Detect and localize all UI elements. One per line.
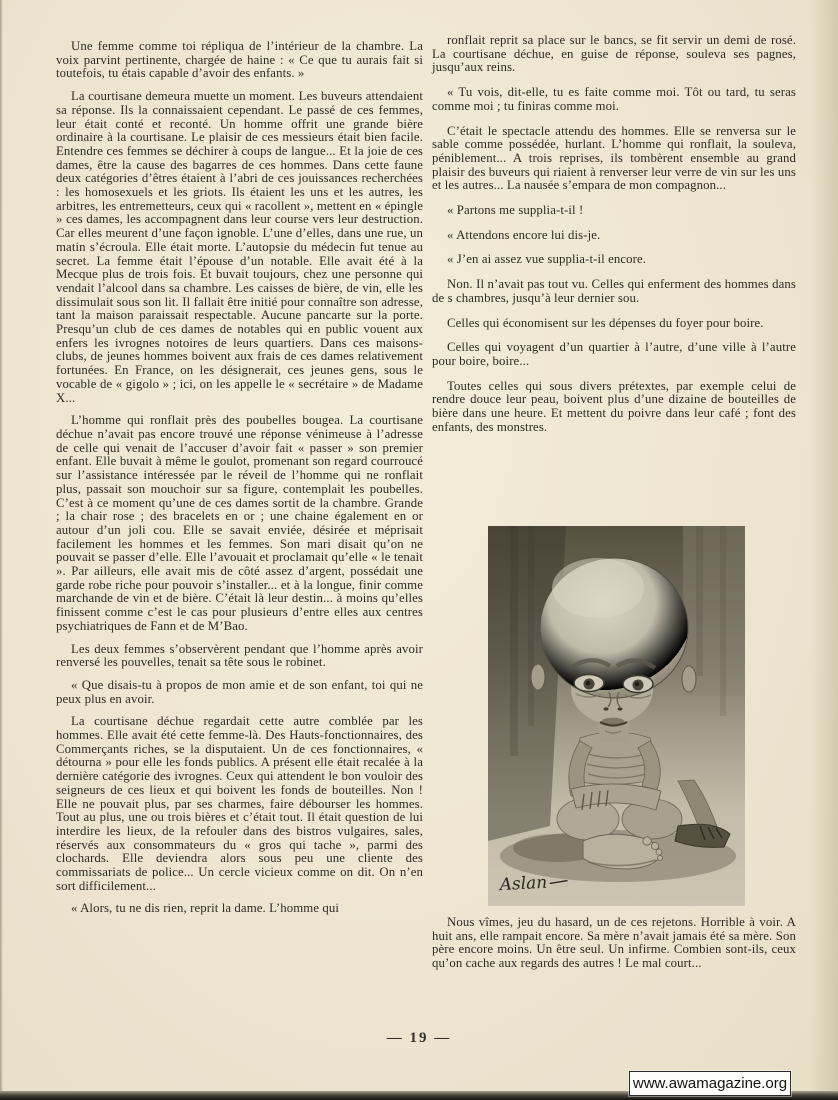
child-drawing bbox=[488, 526, 745, 906]
body-paragraph: Les deux femmes s’observèrent pendant que l’homme après avoir renversé les pouvelles, tenait sa tête sous le robinet. bbox=[56, 641, 423, 670]
body-paragraph: « Alors, tu ne dis rien, reprit la dame. L’homme qui bbox=[71, 901, 340, 916]
body-paragraph: La courtisane déchue regardait cette autre comblée par les hommes. Elle avait été cette femme-là. Des Hauts-fonctionnaires, des Commerçants riches, se la disputaient. Un de ces fonctionnaires, « détourna » pour elle les fonds publics. A présent elle était recalée à la dernière catégorie des ivrognes. Ceux qui attendent le bon vouloir des seigneurs de ces lieux et qui boivent les fonds de bouteilles. Non ! Elle ne pouvait plus, par ses charmes, faire débourser les hommes. Tout au plus, une ou trois bières et c’était tout. Il était question de lui interdire les lieux, de la refouler dans des bistros vulgaires, sales, réservés aux consommateurs du « gros qui tache », parmi des clochards. Elle deviendra alors sous peu une cliente des commissariats de police... Un cercle vicieux comme on dit. On n’en sort difficilement... bbox=[56, 714, 423, 893]
right-column-bottom bbox=[432, 916, 796, 971]
page-number: — 19 — bbox=[386, 1030, 452, 1046]
body-paragraph: C’était le spectacle attendu des hommes. Elle se renversa sur le sable comme possédée, hurlant. L’homme qui ronflait, la souleva, péniblement... A trois reprises, ils tombèrent ensemble au grand plaisir des buveurs qui riaient à renverser leur verre de vin sur les uns et les autres... La nausée s’empara de mon compagnon... bbox=[432, 123, 796, 193]
child-drawing-illustration bbox=[488, 526, 745, 906]
body-paragraph: « Partons me supplia-t-il ! bbox=[447, 203, 584, 218]
body-paragraph: Nous vîmes, jeu du hasard, un de ces rejetons. Horrible à voir. A huit ans, elle rampait encore. Sa mère n’avait jamais été sa mère. Son père encore moins. Un être seul. Un infirme. Combien sont-ils, ceux qu’on cache aux regards des autres ! Le mal court... bbox=[432, 915, 796, 971]
body-paragraph: L’homme qui ronflait près des poubelles bougea. La courtisane déchue n’avait pas encore trouvé une réponse vénimeuse à l’adresse de celle qui venait de l’accuser d’avoir fait « passer » son premier enfant. Elle buvait à même le goulot, promenant son regard courroucé sur l’assistance intéressée par le réveil de l’homme qui ne ronflait plus, passait son mouchoir sur sa figure, contemplait les poubelles. C’est à ce moment qu’une de ces dames sortit de la chambre. Grande ; la chair rose ; des bracelets en or ; une chaine également en or autour d’un joli cou. Elle se savait enviée, désirée et méprisait facilement les hommes et les femmes. Son mari disait qu’on ne pouvait se passer d’elle. Elle l’avouait et proclamait qu’elle « le tenait ». Par ailleurs, elle avait mis de côté assez d’argent, possédait une garde robe riche pour pouvoir s’installer... et à la longue, finir comme marchande de vin et de bière. C’était là leur destin... à moins qu’elles finissent comme c’est le cas pour plusieurs d’entre elles aux centres psychiatriques de Fann et de M’Bao. bbox=[56, 413, 423, 633]
page-left-edge bbox=[0, 0, 3, 1100]
body-paragraph: ronflait reprit sa place sur le bancs, se fit servir un demi de rosé. La courtisane déchue, en guise de réponse, souleva ses pagnes, jusqu’aux reins. bbox=[432, 33, 796, 75]
left-column bbox=[56, 40, 423, 916]
body-paragraph: Non. Il n’avait pas tout vu. Celles qui enferment des hommes dans de s chambres, jusqu’à leur dernier sou. bbox=[432, 277, 796, 305]
page-right-edge-shadow bbox=[810, 0, 838, 1100]
body-paragraph: Celles qui voyagent d’un quartier à l’autre, d’une ville à l’autre pour boire, boire... bbox=[432, 340, 796, 368]
body-paragraph: Toutes celles qui sous divers prétextes, par exemple celui de rendre douce leur peau, boivent plus d’une dizaine de bouteilles de bière dans une heure. Et mettent du poivre dans leur café ; font des enfants, des monstres. bbox=[432, 378, 796, 434]
body-paragraph: « J’en ai assez vue supplia-t-il encore. bbox=[447, 252, 647, 267]
body-paragraph: « Que disais-tu à propos de mon amie et de son enfant, toi qui ne peux plus en avoir. bbox=[56, 677, 423, 706]
right-column bbox=[432, 34, 796, 434]
illustration-signature: Aslan bbox=[499, 872, 548, 896]
watermark: www.awamagazine.org bbox=[629, 1071, 791, 1096]
body-paragraph: « Tu vois, dit-elle, tu es faite comme moi. Tôt ou tard, tu seras comme moi ; tu finiras comme moi. bbox=[432, 85, 796, 113]
body-paragraph: Une femme comme toi répliqua de l’intérieur de la chambre. La voix parvint pertinente, chargée de haine : « Ce que tu aurais fait si toutefois, tu étais capable d’avoir des enfants. » bbox=[56, 39, 423, 81]
body-paragraph: Celles qui économisent sur les dépenses du foyer pour boire. bbox=[447, 315, 764, 330]
body-paragraph: La courtisane demeura muette un moment. Les buveurs attendaient sa réponse. Ils la connaissaient cependant. Le passé de ces femmes, leur était conté et reconté. Un homme offrit une grande bière ordinaire à la courtisane. Le plaisir de ces messieurs était bien facile. Entendre ces femmes se déchirer à coups de langue... Et la joie de ces dames, être la cause des bagarres de ces hommes. Dans cette faune deux catégories d’êtres étaient à l’abri de ces jouissances recherchées : les homosexuels et les griots. Ils étaient les uns et les autres, les arbitres, les entremetteurs, ceux qui « racollent », mettent en « épingle » ces dames, les accompagnent dans leur course vers leur destruction. Car elles meurent d’une façon ignoble. L’une d’elles, dans une rue, un matin s’écroula. Elle était morte. L’autopsie du médecin fut tenue au secret. La femme était l’épouse d’un notable. Elle avait été à la Mecque plus de trois fois. Et buvait toujours, chez une personne qui vendait l’alcool dans sa chambre. Les caisses de bière, de vin, elle les dissimulait sous son lit. Il fallait être initié pour connaître son adresse, tant la maison paraissait respectable. Aucune pancarte sur la porte. Presqu’un club de ces dames de notables qui en public vouent aux enfers les ivrognes notoires de leurs quartiers. Dans ces maisons-clubs, de jeunes hommes boivent aux frais de ces dames relativement fortunées. En France, on les désignerait, ces jeunes gens, sous le vocable de « gigolo » ; ici, on les appelle le « secrétaire » de Madame X... bbox=[56, 89, 423, 405]
body-paragraph: « Attendons encore lui dis-je. bbox=[447, 227, 601, 242]
